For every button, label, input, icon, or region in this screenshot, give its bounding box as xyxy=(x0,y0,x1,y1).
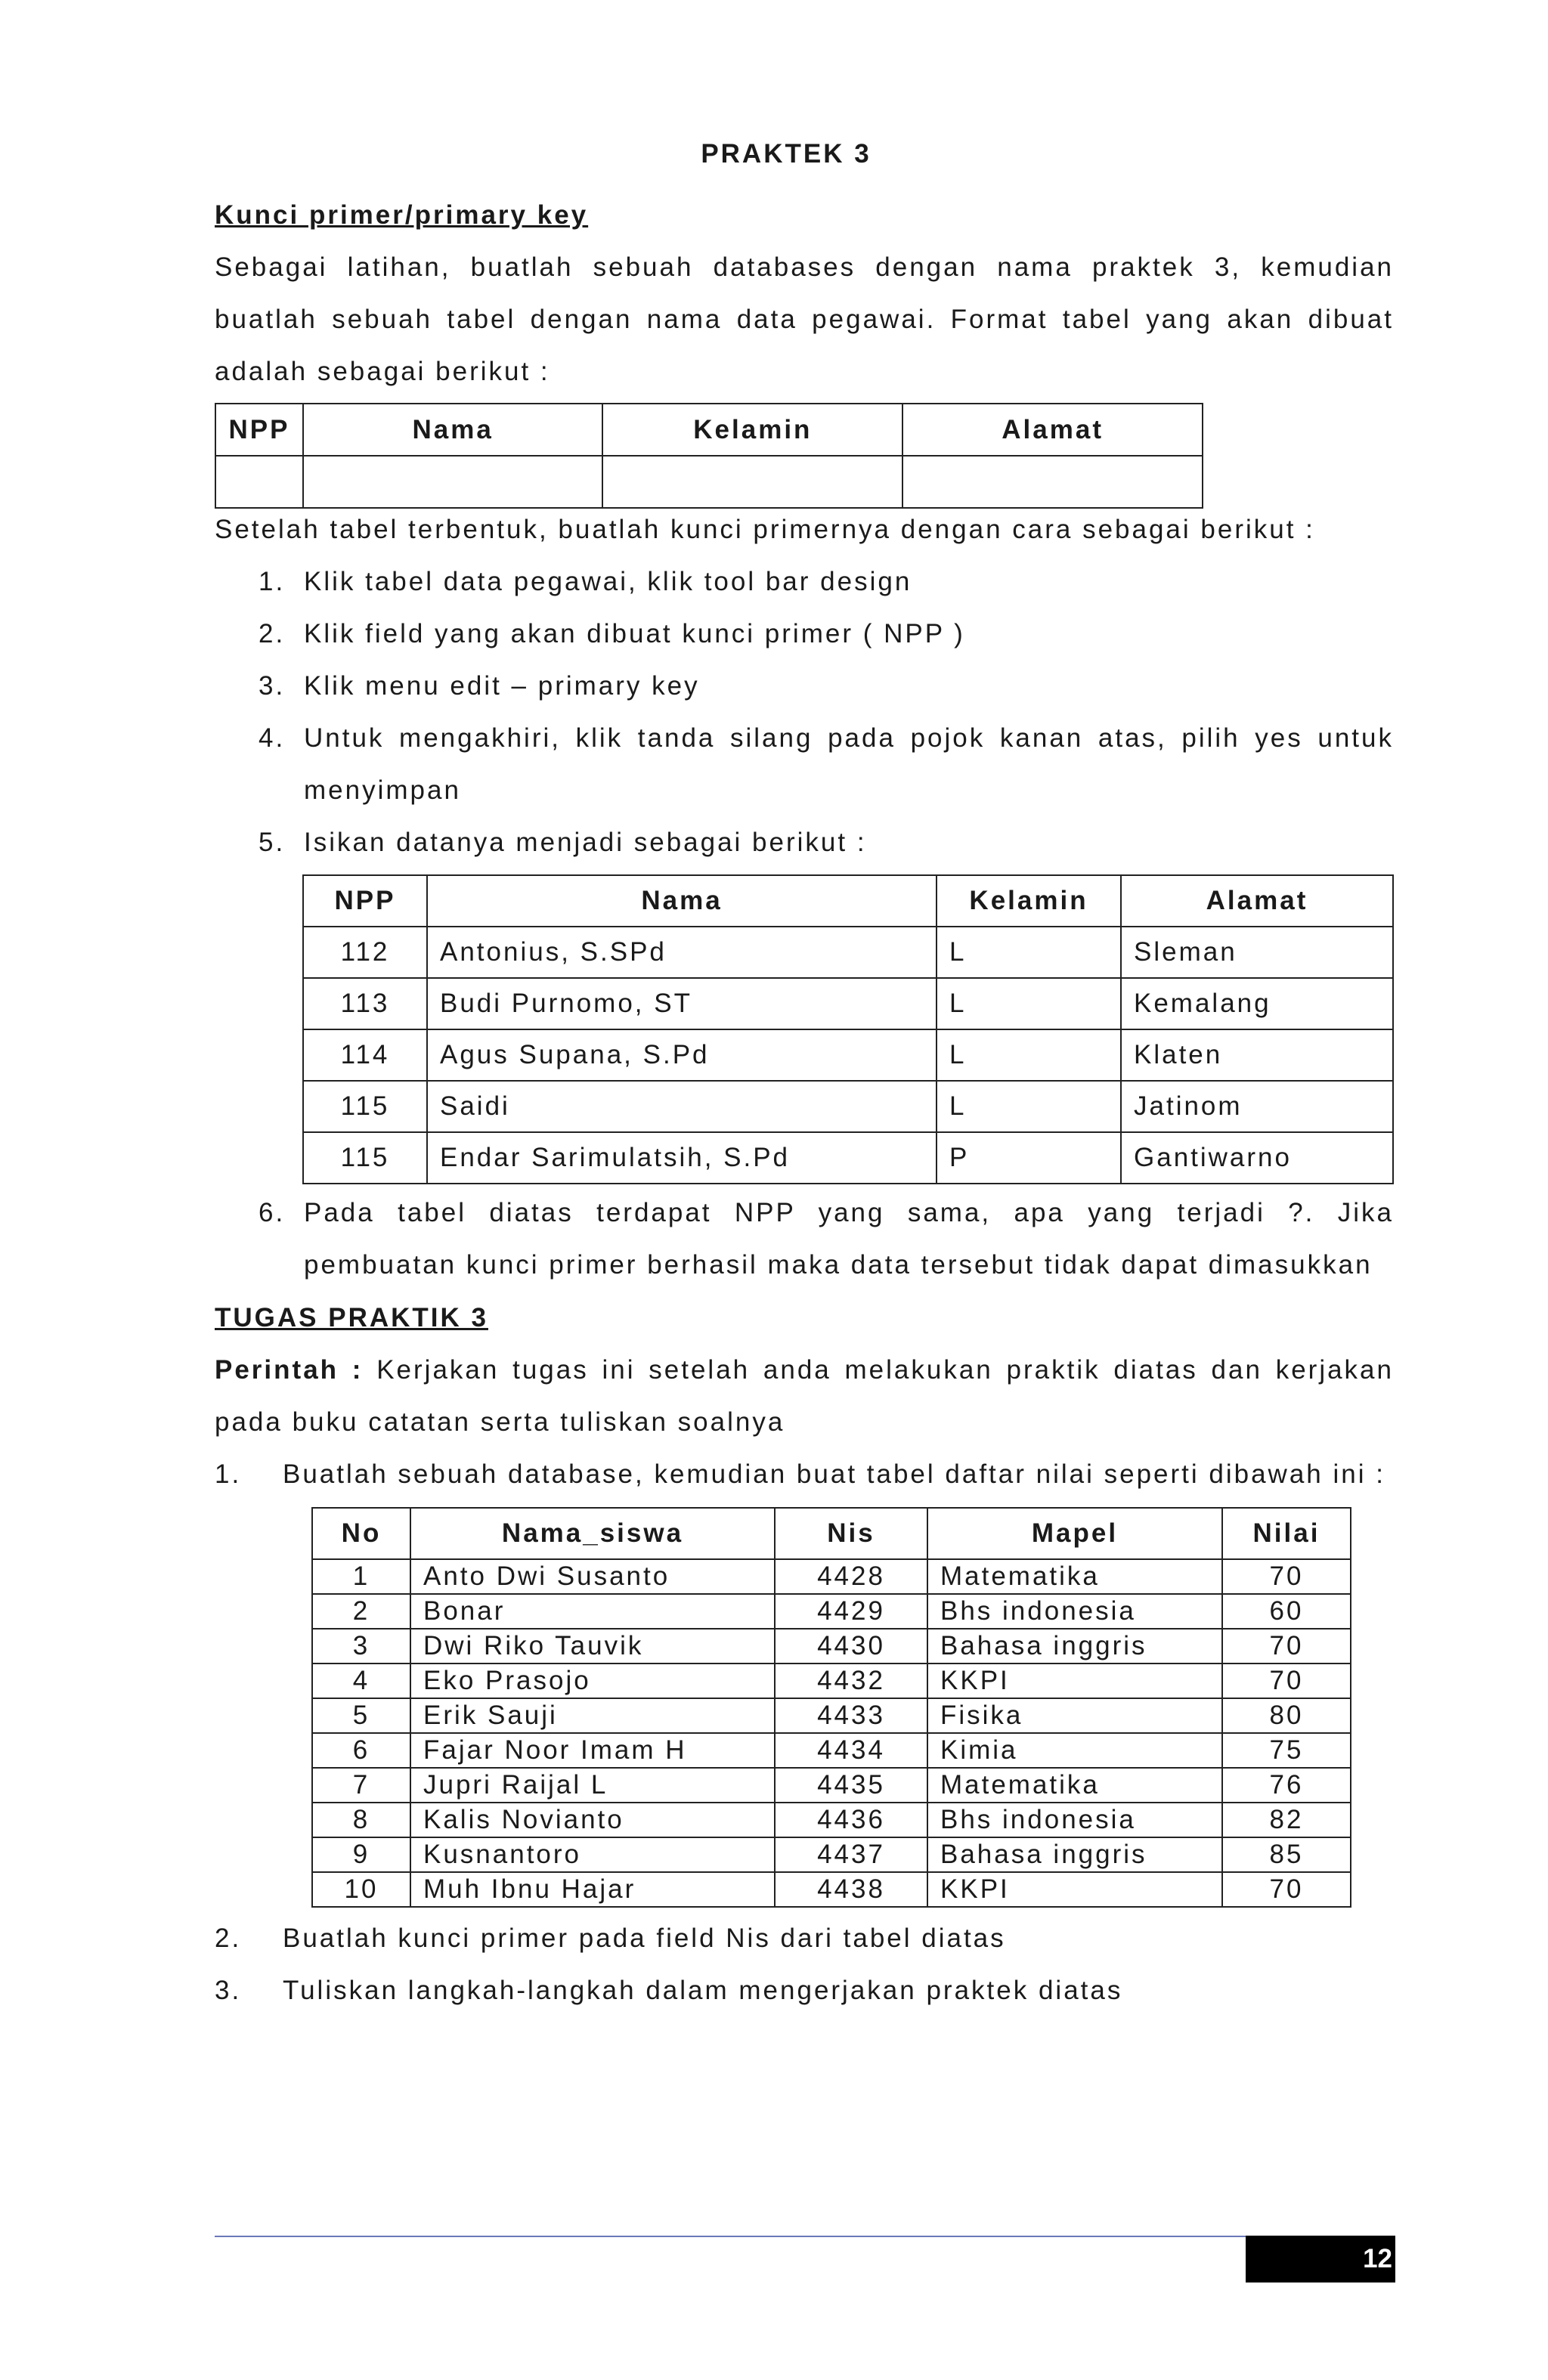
nama-cell: Dwi Riko Tauvik xyxy=(410,1629,775,1664)
step-item xyxy=(259,608,1394,660)
nama-cell: Endar Sarimulatsih, S.Pd xyxy=(427,1132,937,1184)
table-header-row xyxy=(303,875,1393,927)
table-row xyxy=(303,1029,1393,1081)
npp-cell: 113 xyxy=(303,978,427,1029)
table-header: Alamat xyxy=(1121,875,1393,927)
step-number: 5. xyxy=(259,828,286,857)
mapel-cell: Matematika xyxy=(927,1559,1222,1594)
no-cell: 3 xyxy=(312,1629,410,1664)
nilai-cell: 80 xyxy=(1222,1698,1351,1733)
table-row xyxy=(312,1872,1351,1907)
empty-cell xyxy=(902,456,1203,508)
nama-cell: Agus Supana, S.Pd xyxy=(427,1029,937,1081)
table-row xyxy=(312,1837,1351,1872)
nama-cell: Muh Ibnu Hajar xyxy=(410,1872,775,1907)
step-text: Pada tabel diatas terdapat NPP yang sama, apa yang terjadi ?. Jika pembuatan kunci primer berhasil maka data tersebut tidak dapat dimasukkan xyxy=(304,1198,1394,1280)
format-table-header: Kelamin xyxy=(602,404,902,456)
tugas-text: Buatlah kunci primer pada field Nis dari tabel diatas xyxy=(283,1923,1006,1953)
tugas-number: 1. xyxy=(215,1459,242,1489)
no-cell: 10 xyxy=(312,1872,410,1907)
nilai-cell: 85 xyxy=(1222,1837,1351,1872)
nama-cell: Kalis Novianto xyxy=(410,1803,775,1837)
no-cell: 6 xyxy=(312,1733,410,1768)
kelamin-cell: L xyxy=(937,978,1121,1029)
tugas-heading: TUGAS PRAKTIK 3 xyxy=(215,1303,488,1332)
nis-cell: 4438 xyxy=(775,1872,927,1907)
step-item xyxy=(259,816,1394,868)
nama-cell: Erik Sauji xyxy=(410,1698,775,1733)
nis-cell: 4429 xyxy=(775,1594,927,1629)
perintah-text: Kerjakan tugas ini setelah anda melakukan praktik diatas dan kerjakan pada buku catatan serta tuliskan soalnya xyxy=(215,1355,1394,1437)
no-cell: 4 xyxy=(312,1664,410,1698)
no-cell: 2 xyxy=(312,1594,410,1629)
table-header: Nis xyxy=(775,1508,927,1559)
no-cell: 1 xyxy=(312,1559,410,1594)
step-number: 2. xyxy=(259,619,286,648)
npp-cell: 115 xyxy=(303,1132,427,1184)
nis-cell: 4435 xyxy=(775,1768,927,1803)
kelamin-cell: L xyxy=(937,927,1121,978)
tugas-text: Buatlah sebuah database, kemudian buat tabel daftar nilai seperti dibawah ini : xyxy=(283,1459,1385,1489)
no-cell: 5 xyxy=(312,1698,410,1733)
nis-cell: 4428 xyxy=(775,1559,927,1594)
alamat-cell: Gantiwarno xyxy=(1121,1132,1393,1184)
step-item xyxy=(259,712,1394,816)
nama-cell: Eko Prasojo xyxy=(410,1664,775,1698)
format-table-header: Nama xyxy=(303,404,602,456)
mapel-cell: Bhs indonesia xyxy=(927,1594,1222,1629)
perintah-paragraph xyxy=(215,1344,1394,1448)
format-table-header-row xyxy=(215,404,1203,456)
table-row xyxy=(303,927,1393,978)
nilai-cell: 75 xyxy=(1222,1733,1351,1768)
nilai-cell: 70 xyxy=(1222,1559,1351,1594)
table-row xyxy=(303,978,1393,1029)
step-text: Isikan datanya menjadi sebagai berikut : xyxy=(304,828,867,857)
format-table-empty-row xyxy=(215,456,1203,508)
nama-cell: Antonius, S.SPd xyxy=(427,927,937,978)
step-number: 1. xyxy=(259,567,286,596)
step-item xyxy=(259,1187,1394,1291)
mapel-cell: Matematika xyxy=(927,1768,1222,1803)
nis-cell: 4433 xyxy=(775,1698,927,1733)
tugas-number: 3. xyxy=(215,1976,242,2005)
table-row xyxy=(312,1559,1351,1594)
nilai-cell: 70 xyxy=(1222,1629,1351,1664)
step-text: Untuk mengakhiri, klik tanda silang pada pojok kanan atas, pilih yes untuk menyimpan xyxy=(304,723,1394,805)
table-row xyxy=(312,1768,1351,1803)
kelamin-cell: P xyxy=(937,1132,1121,1184)
empty-cell xyxy=(215,456,303,508)
mapel-cell: Bahasa inggris xyxy=(927,1837,1222,1872)
table-row xyxy=(312,1733,1351,1768)
table-header: Nama xyxy=(427,875,937,927)
kelamin-cell: L xyxy=(937,1081,1121,1132)
step-text: Klik tabel data pegawai, klik tool bar design xyxy=(304,567,912,596)
intro-paragraph: Sebagai latihan, buatlah sebuah databases dengan nama praktek 3, kemudian buatlah sebuah tabel dengan nama data pegawai. Format tabel yang akan dibuat adalah sebagai berikut : xyxy=(215,252,1394,386)
npp-cell: 115 xyxy=(303,1081,427,1132)
table-row xyxy=(303,1081,1393,1132)
table-header: Nama_siswa xyxy=(410,1508,775,1559)
page-title: PRAKTEK 3 xyxy=(701,139,872,169)
alamat-cell: Jatinom xyxy=(1121,1081,1393,1132)
alamat-cell: Klaten xyxy=(1121,1029,1393,1081)
npp-cell: 114 xyxy=(303,1029,427,1081)
table-row xyxy=(312,1629,1351,1664)
step-number: 6. xyxy=(259,1198,286,1227)
empty-cell xyxy=(602,456,902,508)
nis-cell: 4436 xyxy=(775,1803,927,1837)
mapel-cell: KKPI xyxy=(927,1664,1222,1698)
table-header: Mapel xyxy=(927,1508,1222,1559)
nama-cell: Anto Dwi Susanto xyxy=(410,1559,775,1594)
nama-cell: Budi Purnomo, ST xyxy=(427,978,937,1029)
mapel-cell: Bhs indonesia xyxy=(927,1803,1222,1837)
mapel-cell: Fisika xyxy=(927,1698,1222,1733)
footer-divider xyxy=(215,2236,1250,2237)
tugas-number: 2. xyxy=(215,1923,242,1953)
format-table-header: Alamat xyxy=(902,404,1203,456)
tugas-item xyxy=(215,1964,1394,2016)
nama-cell: Fajar Noor Imam H xyxy=(410,1733,775,1768)
table-header: Kelamin xyxy=(937,875,1121,927)
nilai-table xyxy=(311,1507,1351,1908)
step-item xyxy=(259,660,1394,712)
alamat-cell: Sleman xyxy=(1121,927,1393,978)
table-header: Nilai xyxy=(1222,1508,1351,1559)
tugas-text: Tuliskan langkah-langkah dalam mengerjakan praktek diatas xyxy=(283,1976,1123,2005)
nis-cell: 4432 xyxy=(775,1664,927,1698)
no-cell: 7 xyxy=(312,1768,410,1803)
step-item xyxy=(259,556,1394,608)
perintah-label: Perintah : xyxy=(215,1355,364,1385)
empty-cell xyxy=(303,456,602,508)
step-number: 4. xyxy=(259,723,286,753)
section-heading-primary-key: Kunci primer/primary key xyxy=(215,200,589,230)
employee-data-table xyxy=(302,874,1394,1184)
nilai-cell: 76 xyxy=(1222,1768,1351,1803)
table-row xyxy=(312,1594,1351,1629)
nama-cell: Kusnantoro xyxy=(410,1837,775,1872)
after-table-text: Setelah tabel terbentuk, buatlah kunci primernya dengan cara sebagai berikut : xyxy=(215,515,1315,544)
mapel-cell: Kimia xyxy=(927,1733,1222,1768)
nilai-cell: 70 xyxy=(1222,1664,1351,1698)
tugas-item xyxy=(215,1912,1394,1964)
step-text: Klik field yang akan dibuat kunci primer ( NPP ) xyxy=(304,619,965,648)
step-number: 3. xyxy=(259,671,286,701)
nilai-cell: 60 xyxy=(1222,1594,1351,1629)
nis-cell: 4437 xyxy=(775,1837,927,1872)
table-header: No xyxy=(312,1508,410,1559)
table-row xyxy=(312,1698,1351,1733)
no-cell: 9 xyxy=(312,1837,410,1872)
kelamin-cell: L xyxy=(937,1029,1121,1081)
mapel-cell: Bahasa inggris xyxy=(927,1629,1222,1664)
nama-cell: Bonar xyxy=(410,1594,775,1629)
mapel-cell: KKPI xyxy=(927,1872,1222,1907)
alamat-cell: Kemalang xyxy=(1121,978,1393,1029)
nilai-cell: 82 xyxy=(1222,1803,1351,1837)
format-table xyxy=(215,403,1203,509)
nilai-cell: 70 xyxy=(1222,1872,1351,1907)
tugas-item xyxy=(215,1448,1394,1500)
npp-cell: 112 xyxy=(303,927,427,978)
nama-cell: Jupri Raijal L xyxy=(410,1768,775,1803)
nis-cell: 4430 xyxy=(775,1629,927,1664)
step-text: Klik menu edit – primary key xyxy=(304,671,700,701)
page-number: 12 xyxy=(1246,2236,1395,2283)
no-cell: 8 xyxy=(312,1803,410,1837)
table-row xyxy=(303,1132,1393,1184)
table-row xyxy=(312,1803,1351,1837)
table-header-row xyxy=(312,1508,1351,1559)
table-header: NPP xyxy=(303,875,427,927)
nama-cell: Saidi xyxy=(427,1081,937,1132)
format-table-header: NPP xyxy=(215,404,303,456)
table-row xyxy=(312,1664,1351,1698)
nis-cell: 4434 xyxy=(775,1733,927,1768)
